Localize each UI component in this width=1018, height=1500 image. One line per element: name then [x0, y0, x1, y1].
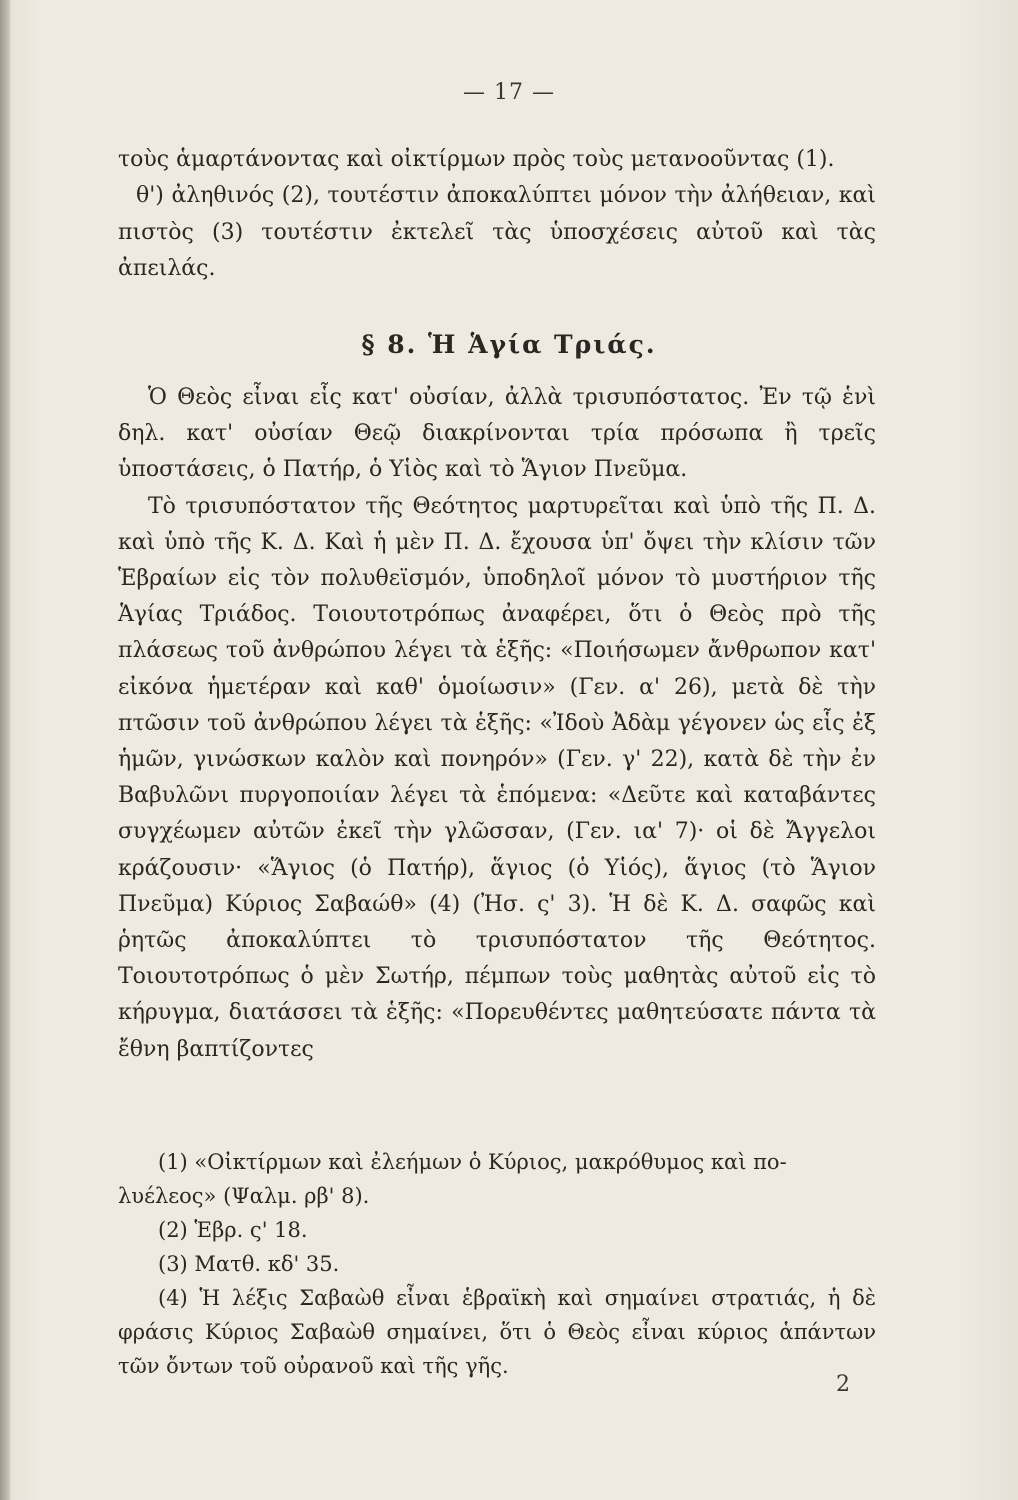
footnote-3: (3) Ματθ. κδ' 35.: [158, 1252, 340, 1276]
page-binding-edge: [0, 0, 10, 1500]
footnote-1-line-2: λυέλεος» (Ψαλμ. ρβ' 8).: [118, 1184, 370, 1208]
footnote-1-line-1: (1) «Οἰκτίρμων καὶ ἐλεήμων ὁ Κύριος, μακρόθυμος καὶ πο-: [158, 1150, 787, 1174]
footnote-4: (4) Ἡ λέξις Σαβαὼθ εἶναι ἑβραϊκὴ καὶ σημαίνει στρατιάς, ἡ δὲ φράσις Κύριος Σαβαὼθ σημαίνει, ὅτι ὁ Θεὸς εἶναι κύριος ἁπάντων τῶν ὄντων τοῦ οὐρανοῦ καὶ τῆς γῆς.: [118, 1286, 876, 1378]
section-body: [118, 380, 876, 1068]
continuation-line: τοὺς ἁμαρτάνοντας καὶ οἰκτίρμων πρὸς τοὺς μετανοοῦντας (1).: [118, 147, 835, 172]
footnote-2: (2) Ἑβρ. ς' 18.: [158, 1218, 308, 1242]
footnotes: [118, 1145, 876, 1383]
signature-mark: 2: [836, 1372, 850, 1397]
paragraph-2: Τὸ τρισυπόστατον τῆς Θεότητος μαρτυρεῖται καὶ ὑπὸ τῆς Π. Δ. καὶ ὑπὸ τῆς Κ. Δ. Καὶ ἡ μὲν Π. Δ. ἔχουσα ὑπ' ὄψει τὴν κλίσιν τῶν Ἑβραίων εἰς τὸν πολυθεϊσμόν, ὑποδηλοῖ μόνον τὸ μυστήριον τῆς Ἁγίας Τριάδος. Τοιουτοτρόπως ἀναφέρει, ὅτι ὁ Θεὸς πρὸ τῆς πλάσεως τοῦ ἀνθρώπου λέγει τὰ ἑξῆς: «Ποιήσωμεν ἄνθρωπον κατ' εἰκόνα ἡμετέραν καὶ καθ' ὁμοίωσιν» (Γεν. α' 26), μετὰ δὲ τὴν πτῶσιν τοῦ ἀνθρώπου λέγει τὰ ἑξῆς: «Ἰδοὺ Ἀδὰμ γέγονεν ὡς εἷς ἐξ ἡμῶν, γινώσκων καλὸν καὶ πονηρόν» (Γεν. γ' 22), κατὰ δὲ τὴν ἐν Βαβυλῶνι πυργοποιίαν λέγει τὰ ἑπόμενα: «Δεῦτε καὶ καταβάντες συγχέωμεν αὐτῶν ἐκεῖ τὴν γλῶσσαν, (Γεν. ια' 7)· οἱ δὲ Ἄγγελοι κράζουσιν· «Ἅγιος (ὁ Πατήρ), ἅγιος (ὁ Υἱός), ἅγιος (τὸ Ἅγιον Πνεῦμα) Κύριος Σαβαώθ» (4) (Ἠσ. ς' 3). Ἡ δὲ Κ. Δ. σαφῶς καὶ ῥητῶς ἀποκαλύπτει τὸ τρισυπόστατον τῆς Θεότητος. Τοιουτοτρόπως ὁ μὲν Σωτήρ, πέμπων τοὺς μαθητὰς αὐτοῦ εἰς τὸ κήρυγμα, διατάσσει τὰ ἑξῆς: «Πορευθέντες μαθητεύσατε πάντα τὰ ἔθνη βαπτίζοντες: [118, 493, 876, 1062]
top-continuation-text: [118, 142, 876, 288]
paragraph-1: Ὁ Θεὸς εἶναι εἷς κατ' οὐσίαν, ἀλλὰ τρισυπόστατος. Ἐν τῷ ἑνὶ δηλ. κατ' οὐσίαν Θεῷ διακρίνονται τρία πρόσωπα ἢ τρεῖς ὑποστάσεις, ὁ Πατήρ, ὁ Υἱὸς καὶ τὸ Ἅγιον Πνεῦμα.: [118, 385, 876, 483]
continuation-paragraph: θ') ἀληθινός (2), τουτέστιν ἀποκαλύπτει μόνον τὴν ἀλήθειαν, καὶ πιστὸς (3) τουτέστιν ἐκτελεῖ τὰς ὑποσχέσεις αὐτοῦ καὶ τὰς ἀπειλάς.: [118, 183, 876, 282]
page-number: — 17 —: [463, 80, 555, 105]
section-heading: § 8. Ἡ Ἁγία Τριάς.: [361, 330, 657, 359]
